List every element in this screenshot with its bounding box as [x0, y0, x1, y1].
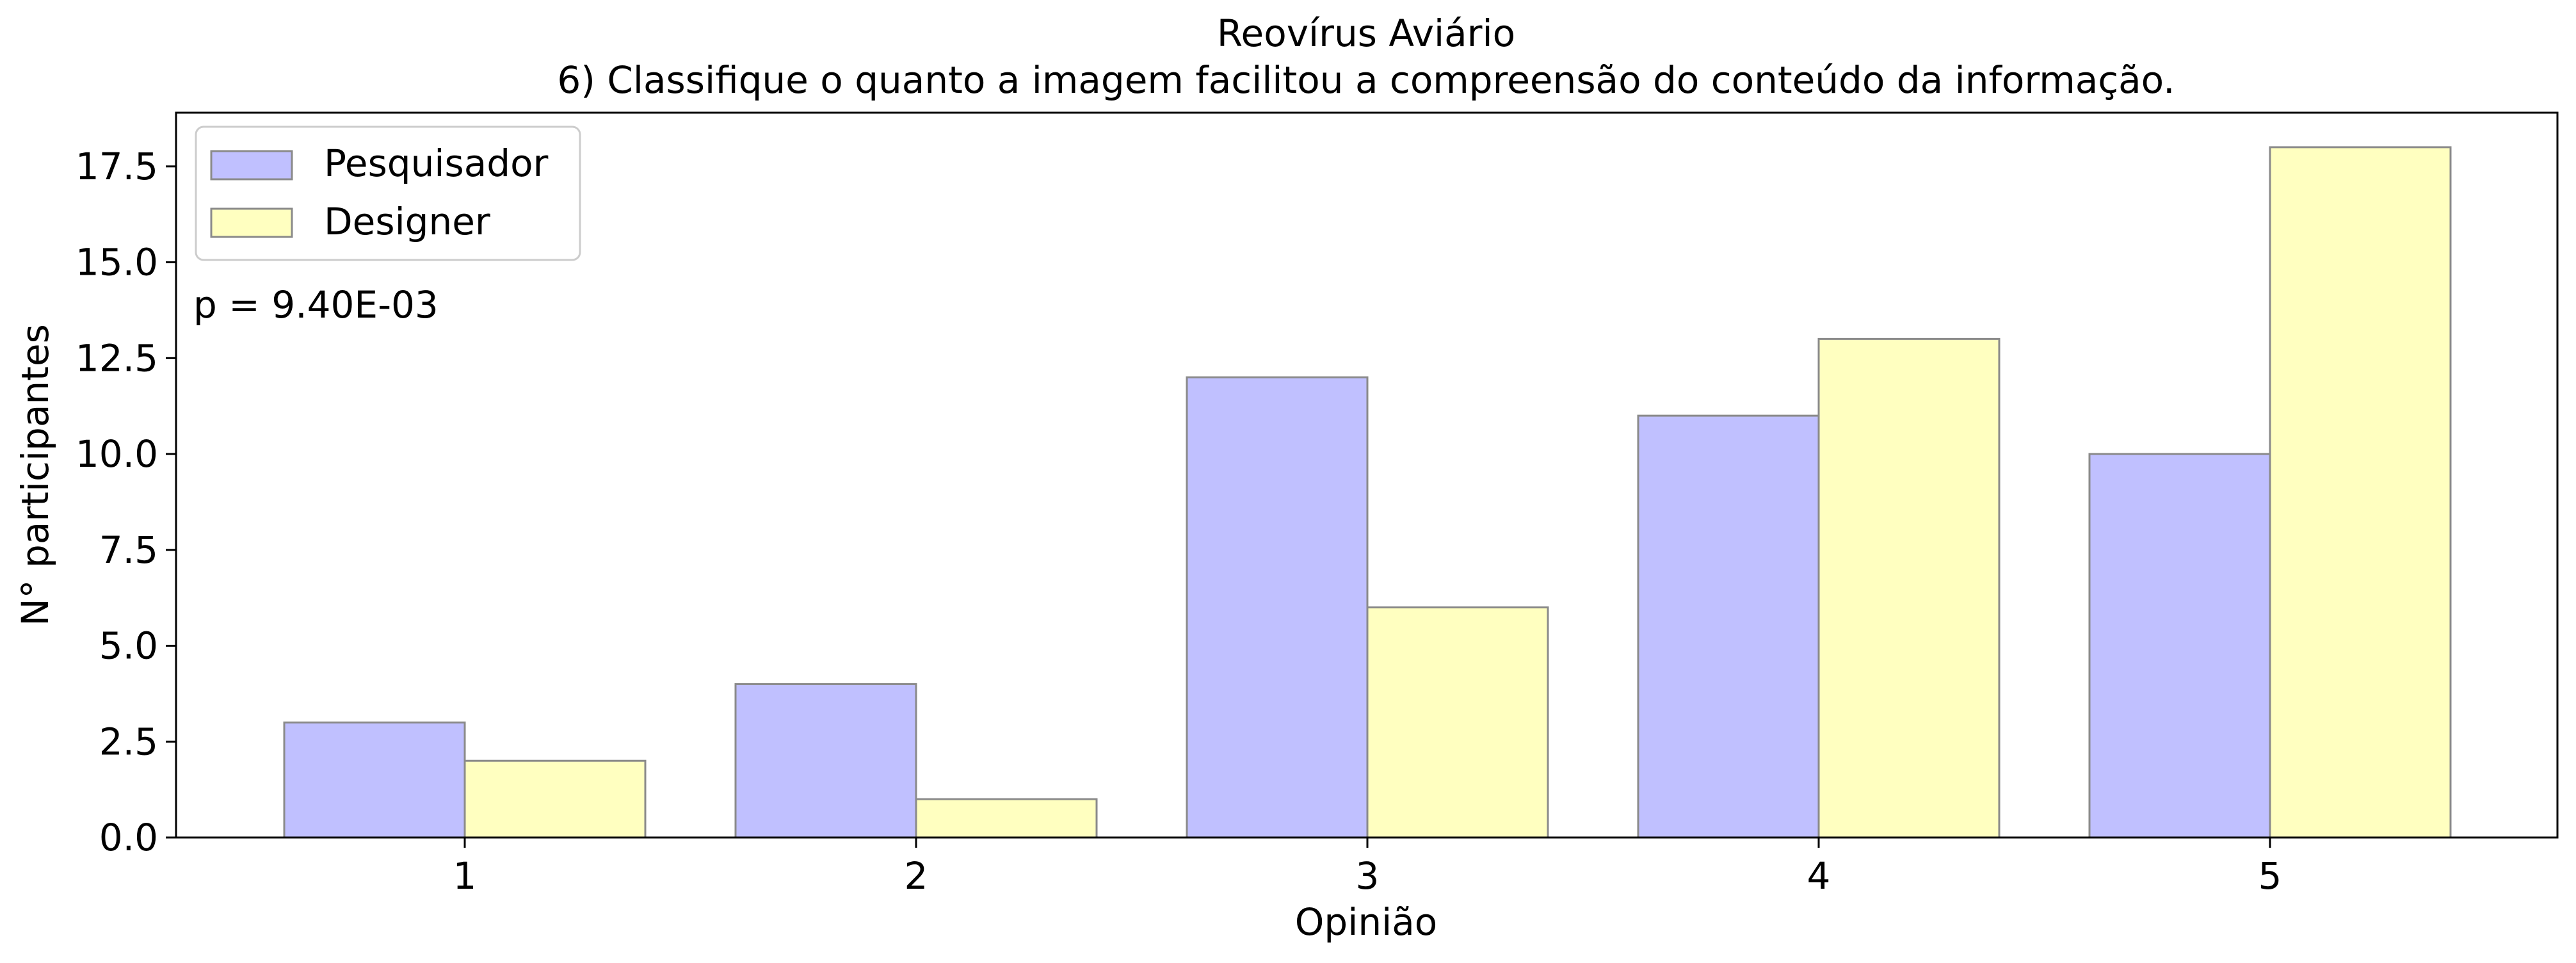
bar-designer-5 — [2270, 147, 2451, 838]
legend-swatch-designer — [211, 209, 292, 237]
bar-designer-2 — [916, 799, 1097, 838]
y-tick-label: 17.5 — [75, 144, 158, 188]
p-value-annotation: p = 9.40E-03 — [193, 283, 439, 327]
x-axis-ticks — [453, 838, 2282, 898]
bar-pesquisador-2 — [736, 684, 916, 838]
legend-label-pesquisador: Pesquisador — [324, 142, 549, 185]
y-tick-label: 12.5 — [75, 336, 158, 380]
y-tick-label: 5.0 — [99, 624, 158, 668]
bars-group — [284, 147, 2451, 838]
x-tick-label: 3 — [1355, 854, 1380, 898]
y-axis-label: N° participantes — [13, 324, 57, 626]
x-tick-label: 4 — [1807, 854, 1831, 898]
y-axis-ticks — [76, 145, 176, 859]
x-tick-label: 5 — [2258, 854, 2282, 898]
y-tick-label: 0.0 — [99, 816, 158, 859]
bar-pesquisador-3 — [1187, 377, 1367, 838]
x-axis-label: Opinião — [1294, 900, 1438, 944]
bar-pesquisador-1 — [284, 722, 465, 838]
y-tick-label: 7.5 — [99, 528, 158, 572]
bar-pesquisador-4 — [1638, 416, 1819, 838]
bar-designer-4 — [1819, 339, 1999, 838]
bar-pesquisador-5 — [2089, 454, 2270, 838]
y-tick-label: 2.5 — [99, 720, 158, 764]
bar-designer-3 — [1367, 608, 1548, 838]
bar-designer-1 — [465, 761, 645, 838]
y-tick-label: 15.0 — [75, 240, 158, 284]
legend-swatch-pesquisador — [211, 151, 292, 179]
x-tick-label: 1 — [453, 854, 477, 898]
chart-title: Reovírus Aviário — [1216, 12, 1516, 55]
legend-label-designer: Designer — [324, 200, 490, 243]
legend — [196, 127, 580, 260]
x-tick-label: 2 — [904, 854, 928, 898]
y-tick-label: 10.0 — [75, 432, 158, 476]
chart-subtitle: 6) Classifique o quanto a imagem facilitou a compreensão do conteúdo da informação. — [557, 58, 2175, 102]
